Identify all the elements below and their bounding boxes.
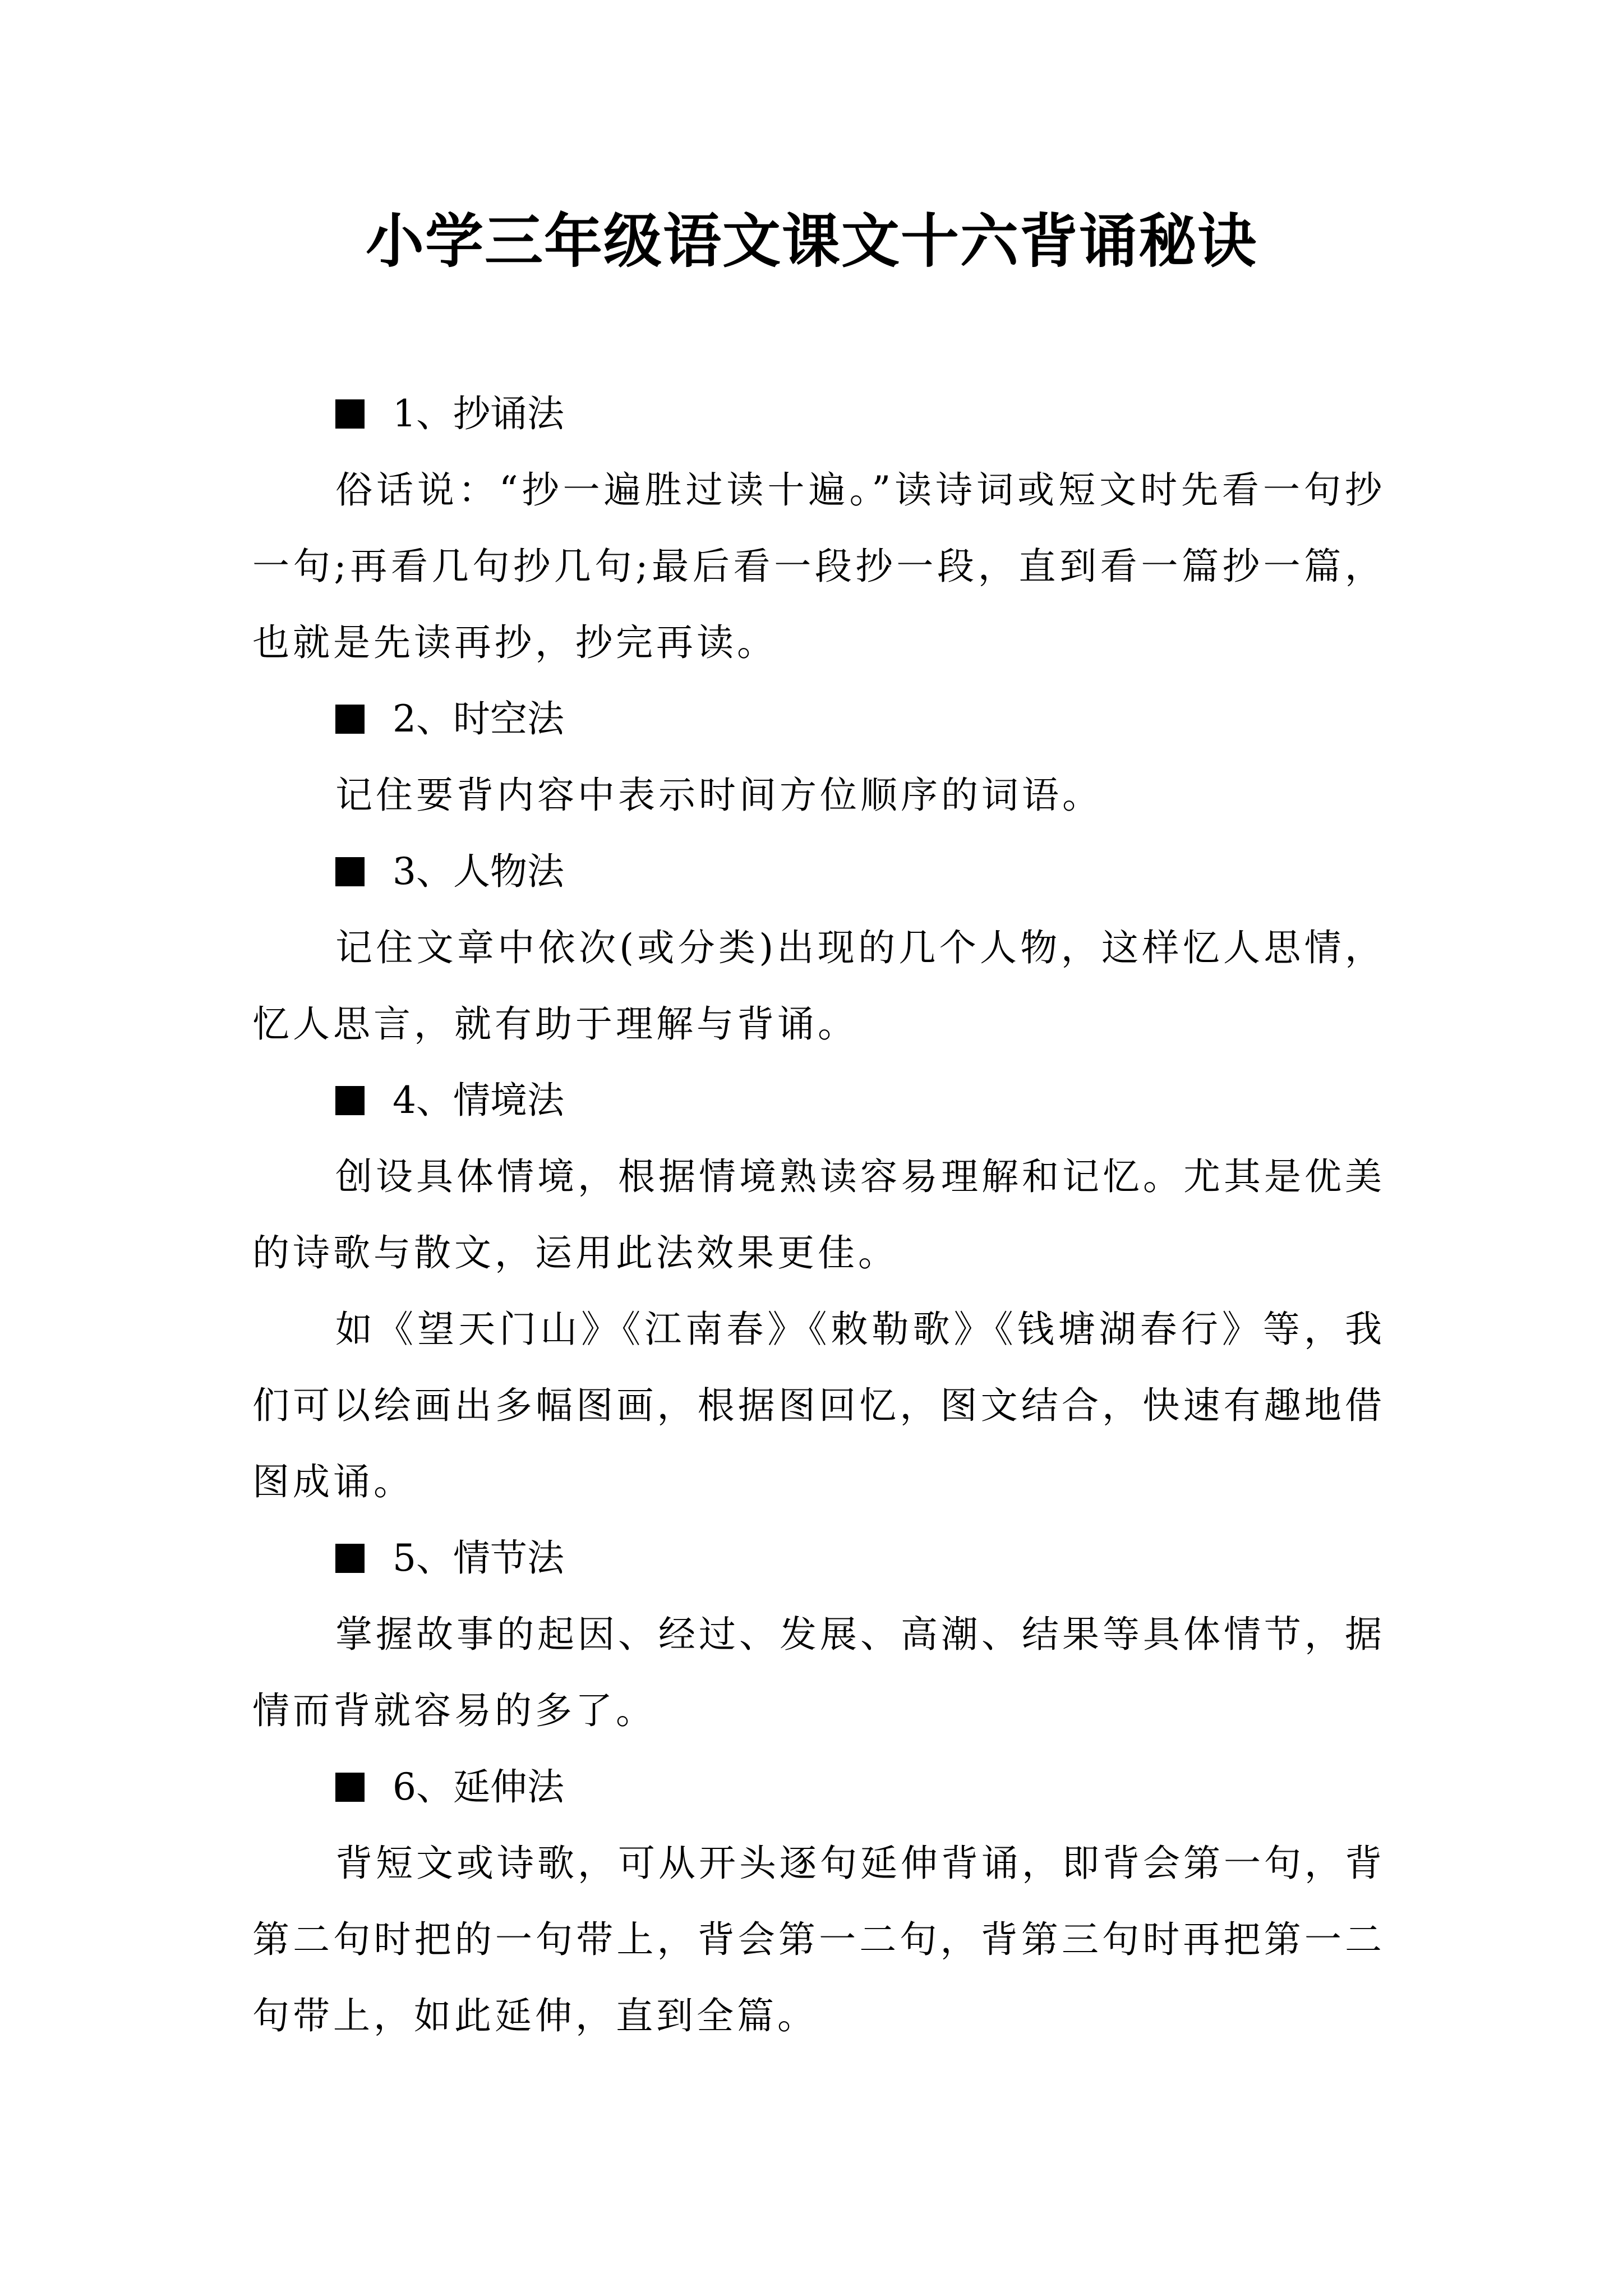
paragraph: 如《望天门山》《江南春》《敕勒歌》《钱塘湖春行》等，我们可以绘画出多幅图画，根据图回忆，图文结合，快速有趣地借图成诵。 xyxy=(252,1308,1385,1503)
section-heading xyxy=(252,1520,1385,1596)
section-heading-text: 3、人物法 xyxy=(393,850,564,893)
paragraph: 创设具体情境，根据情境熟读容易理解和记忆。尤其是优美的诗歌与散文，运用此法效果更佳。 xyxy=(252,1155,1385,1274)
section-heading-text: 5、情节法 xyxy=(393,1536,564,1580)
paragraph: 掌握故事的起因、经过、发展、高潮、结果等具体情节，据情而背就容易的多了。 xyxy=(252,1613,1385,1732)
section-heading xyxy=(252,1062,1385,1139)
section-heading-text: 1、抄诵法 xyxy=(393,392,564,435)
section-heading-text: 6、延伸法 xyxy=(393,1765,564,1809)
black-square-bullet-icon xyxy=(335,857,365,886)
paragraph: 背短文或诗歌，可从开头逐句延伸背诵，即背会第一句，背第二句时把的一句带上，背会第一二句，背第三句时再把第一二句带上，如此延伸，直到全篇。 xyxy=(252,1842,1385,2037)
paragraph: 记住要背内容中表示时间方位顺序的词语。 xyxy=(335,774,1103,817)
paragraph: 俗话说：“抄一遍胜过读十遍。”读诗词或短文时先看一句抄一句;再看几句抄几句;最后看一段抄一段，直到看一篇抄一篇，也就是先读再抄，抄完再读。 xyxy=(252,468,1385,664)
section-heading xyxy=(252,681,1385,757)
black-square-bullet-icon xyxy=(335,705,365,734)
section-heading-text: 4、情境法 xyxy=(393,1079,564,1122)
section-heading xyxy=(252,1749,1385,1825)
section-heading-text: 2、时空法 xyxy=(393,697,564,740)
section-heading xyxy=(252,376,1385,452)
black-square-bullet-icon xyxy=(335,399,365,429)
section-heading xyxy=(252,834,1385,910)
black-square-bullet-icon xyxy=(335,1544,365,1573)
document-body xyxy=(252,376,1385,2054)
black-square-bullet-icon xyxy=(335,1773,365,1802)
document-title: 小学三年级语文课文十六背诵秘诀 xyxy=(365,207,1257,275)
black-square-bullet-icon xyxy=(335,1086,365,1115)
paragraph: 记住文章中依次(或分类)出现的几个人物，这样忆人思情，忆人思言，就有助于理解与背诵。 xyxy=(252,926,1385,1046)
